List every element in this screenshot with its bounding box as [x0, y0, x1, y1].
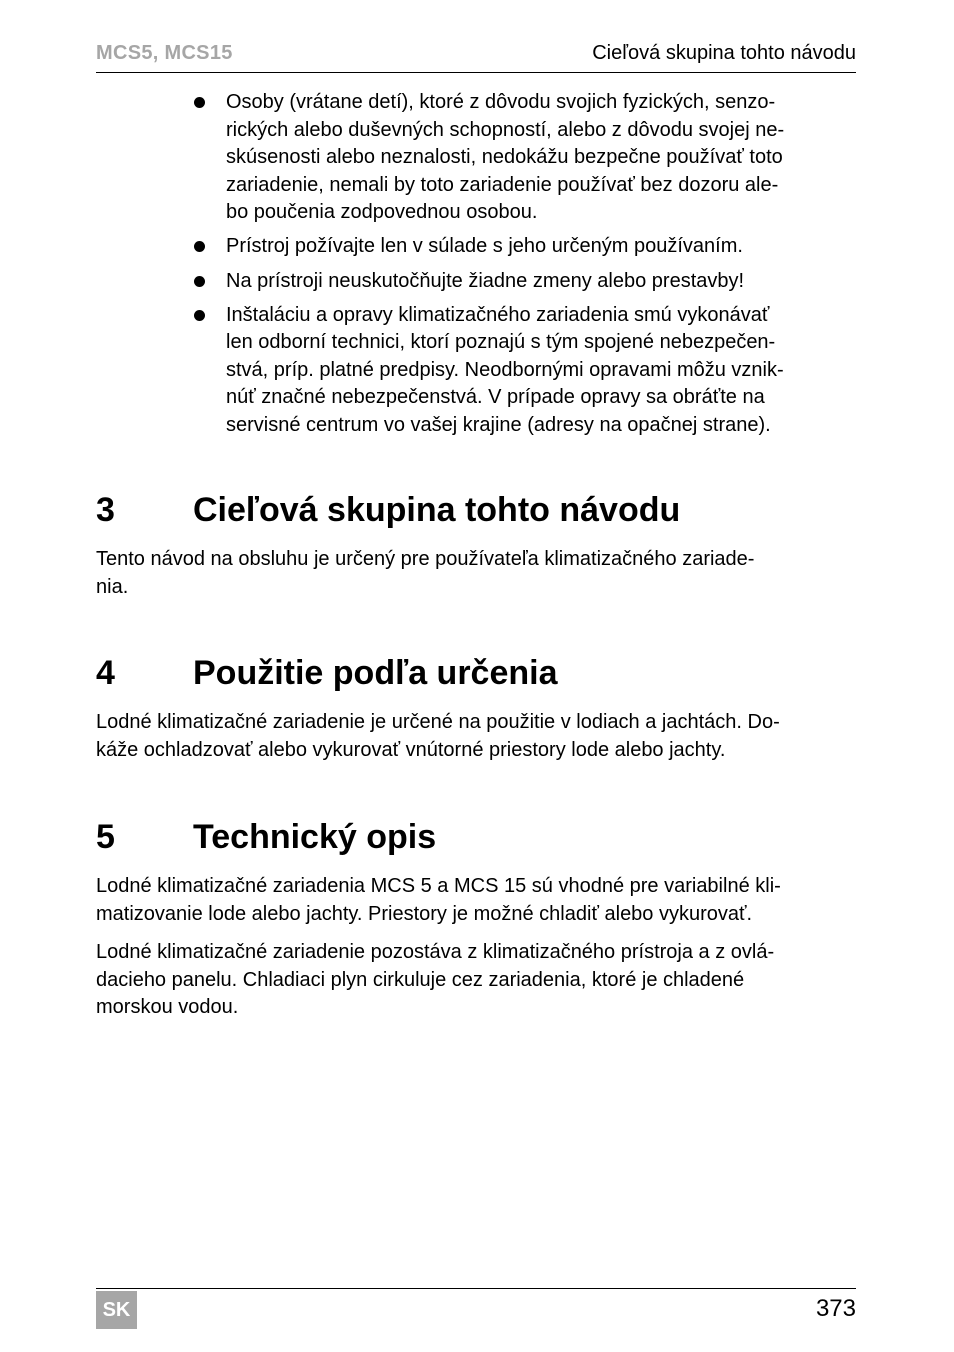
- bullet-line: len odborní technici, ktorí poznajú s tým spojené nebezpečen-: [226, 331, 776, 354]
- bullet-dot-icon: [194, 310, 205, 321]
- bullet-line: Osoby (vrátane detí), ktoré z dôvodu svojich fyzických, senzo-: [226, 91, 776, 113]
- section-technical-description: [96, 815, 858, 1022]
- section-intended-use: [96, 651, 858, 764]
- page-header: [96, 38, 856, 73]
- paragraph-line: nia.: [96, 575, 129, 598]
- bullet-line: zariadenie, nemali by toto zariadenie používať bez dozoru ale-: [226, 173, 779, 196]
- bullet-line: Prístroj požívajte len v súlade s jeho určeným používaním.: [226, 235, 743, 258]
- bullet-line: servisné centrum vo vašej krajine (adresy na opačnej strane).: [226, 414, 771, 437]
- header-section-title: Cieľová skupina tohto návodu: [592, 42, 856, 64]
- bullet-item: [96, 233, 858, 261]
- bullet-line: rických alebo duševných schopností, alebo z dôvodu svojej ne-: [226, 118, 785, 141]
- paragraph: [96, 709, 858, 764]
- section-body: [96, 709, 858, 764]
- safety-bullet-list: [96, 89, 858, 446]
- bullet-line: Na prístroji neuskutočňujte žiadne zmeny alebo prestavby!: [226, 269, 745, 292]
- section-number: 4: [96, 654, 115, 692]
- paragraph-line: matizovanie lode alebo jachty. Priestory je možné chladiť alebo vykurovať.: [96, 902, 753, 925]
- section-body: [96, 873, 858, 1022]
- paragraph-line: Tento návod na obsluhu je určený pre používateľa klimatizačného zariade-: [96, 548, 755, 570]
- section-heading: [96, 488, 858, 532]
- paragraph-line: káže ochladzovať alebo vykurovať vnútorné priestory lode alebo jachty.: [96, 738, 726, 761]
- paragraph: [96, 939, 858, 1022]
- paragraph: [96, 546, 858, 601]
- bullet-line: núť značné nebezpečenstvá. V prípade opravy sa obráťte na: [226, 386, 765, 409]
- paragraph-line: Lodné klimatizačné zariadenie pozostáva z klimatizačného prístroja a z ovlá-: [96, 941, 775, 964]
- bullet-dot-icon: [194, 241, 205, 252]
- header-model-label: MCS5, MCS15: [96, 42, 233, 64]
- bullet-item: [96, 302, 858, 440]
- section-title: Technický opis: [193, 818, 437, 856]
- page-number: 373: [815, 1295, 856, 1322]
- section-heading: [96, 815, 858, 859]
- bullet-dot-icon: [194, 97, 205, 108]
- section-number: 5: [96, 818, 115, 856]
- section-title: Použitie podľa určenia: [193, 654, 558, 692]
- bullet-line: stvá, príp. platné predpisy. Neodbornými opravami môžu vznik-: [226, 358, 784, 381]
- paragraph-line: dacieho panelu. Chladiaci plyn cirkuluje cez zariadenia, ktoré je chladené: [96, 968, 745, 991]
- section-heading: [96, 651, 858, 695]
- language-badge: SK: [96, 1291, 137, 1329]
- section-target-group: [96, 488, 858, 601]
- paragraph-line: morskou vodou.: [96, 996, 239, 1019]
- section-body: [96, 546, 858, 601]
- paragraph-line: Lodné klimatizačné zariadenie je určené na použitie v lodiach a jachtách. Do-: [96, 711, 780, 733]
- section-title: Cieľová skupina tohto návodu: [193, 491, 681, 529]
- paragraph: [96, 873, 858, 928]
- paragraph-line: Lodné klimatizačné zariadenia MCS 5 a MCS 15 sú vhodné pre variabilné kli-: [96, 875, 781, 897]
- bullet-item: [96, 89, 858, 227]
- page-footer: [96, 1288, 856, 1331]
- section-number: 3: [96, 491, 115, 529]
- bullet-dot-icon: [194, 276, 205, 287]
- bullet-item: [96, 268, 858, 296]
- bullet-line: bo poučenia zodpovednou osobou.: [226, 201, 538, 224]
- bullet-line: skúsenosti alebo neznalosti, nedokážu bezpečne používať toto: [226, 146, 783, 169]
- bullet-line: Inštaláciu a opravy klimatizačného zariadenia smú vykonávať: [226, 303, 770, 326]
